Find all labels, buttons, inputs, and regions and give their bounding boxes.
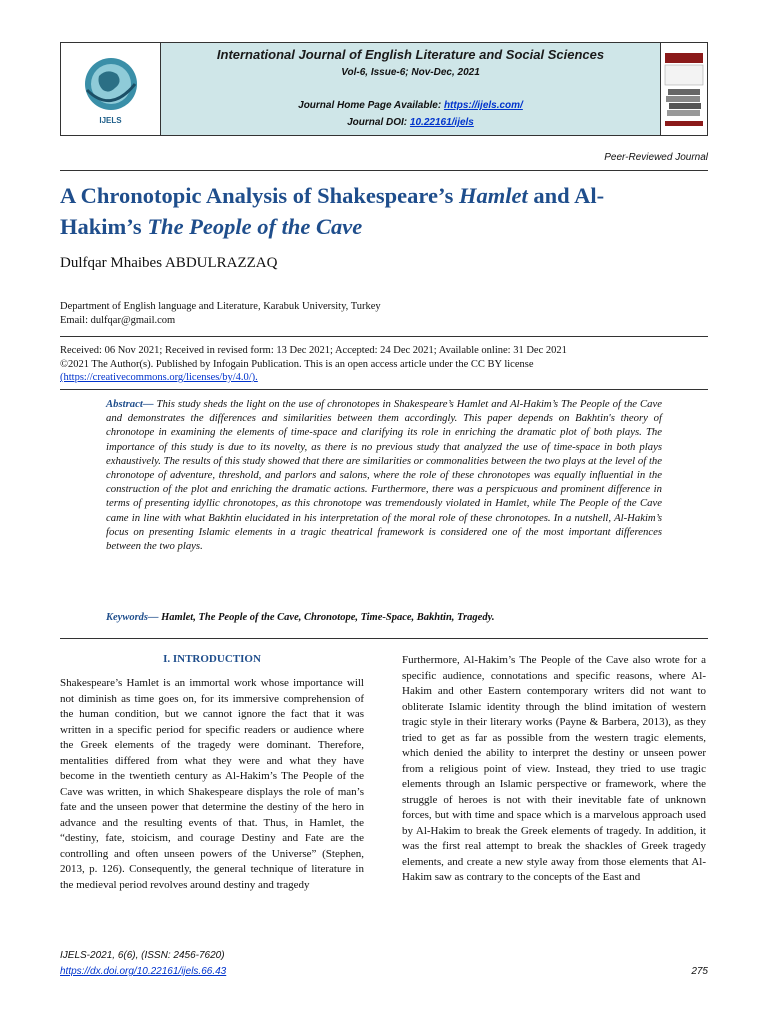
journal-doi-line bbox=[161, 117, 660, 128]
body-column-left: Shakespeare’s Hamlet is an immortal work whose importance will not diminish as time goes on, for its immersive comprehension of the human condition, but we cannot ignore the fact that it was written in a specific period for specific readers or audience where the Greek elements of the tragedy were dominant. Therefore, mentalities differed from what they were and what they have become in the twentieth century as Al-Hakim’s The People of the Cave was written, in which Shakespeare displays the role of man’s fate and the unseen power that determine the destiny of the hero in advance and the resulting events of that. Thus, in Hamlet, the “destiny, fate, stoicism, and courage Destiny and Fate are the controlling and often unseen powers of the Universe” (Stephen, 2013, p. 126). Consequently, the general technique of literature in the medieval period revolves around destiny and tragedy bbox=[60, 677, 364, 891]
journal-info-panel bbox=[161, 43, 661, 135]
peer-reviewed-label: Peer-Reviewed Journal bbox=[604, 152, 708, 163]
license-link[interactable]: (https://creativecommons.org/licenses/by/4.0/). bbox=[60, 372, 258, 383]
body-column-right: Furthermore, Al-Hakim’s The People of the Cave also wrote for a specific audience, connotations and specific reasons, where Al-Hakim and other Eastern contemporary writers did not want to obliterate Islamic identity through the blind imitation of western tragic style in their literary works (Payne & Barbera, 2013), as they tried to get as far as possible from the western tragic elements, which denied the ability to interpret the destiny or unseen power from a religious point of view. Instead, they tried to use tragic elements through an Islamic perspective or framework, where the struggle of heroes is not with their inevitable fate of unknown forces, but with time and space which is a marvelous approach used by Al-Hakim to break the Greek elements of tragedy. In addition, it was the first real attempt to break the shackles of Greek tragedy elements, and create a new style away from those elements that Al-Hakim saw as contrary to the concepts of the East and bbox=[402, 654, 706, 883]
copyright: ©2021 The Author(s). Published by Infogain Publication. This is an open access article under the CC BY license bbox=[60, 358, 534, 370]
globe-logo-icon bbox=[81, 54, 141, 114]
divider bbox=[60, 336, 708, 337]
title-italic-part: The People of the Cave bbox=[147, 214, 363, 239]
received-dates: Received: 06 Nov 2021; Received in revised form: 13 Dec 2021; Accepted: 24 Dec 2021; Available online: 31 Dec 2021 bbox=[60, 345, 567, 356]
keywords-label: Keywords— bbox=[106, 612, 159, 623]
journal-header bbox=[60, 42, 708, 136]
keywords-text: Hamlet, The People of the Cave, Chronotope, Time-Space, Bakhtin, Tragedy. bbox=[158, 612, 495, 623]
title-italic-part: Hamlet bbox=[459, 183, 528, 208]
author-name: Dulfqar Mhaibes ABDULRAZZAQ bbox=[60, 255, 278, 271]
title-part: A Chronotopic Analysis of Shakespeare’s bbox=[60, 183, 460, 208]
title-part: Hakim’s bbox=[60, 214, 148, 239]
journal-title: International Journal of English Literature and Social Sciences bbox=[216, 47, 605, 62]
journal-volume: Vol-6, Issue-6; Nov-Dec, 2021 bbox=[341, 67, 480, 78]
journal-logo bbox=[61, 43, 161, 135]
doi-link[interactable]: 10.22161/ijels bbox=[409, 117, 474, 128]
logo-text: IJELS bbox=[99, 115, 122, 125]
homepage-line bbox=[161, 100, 660, 111]
affiliation: Department of English language and Literature, Karabuk University, Turkey bbox=[60, 301, 381, 312]
footer-doi bbox=[60, 966, 226, 977]
keywords bbox=[106, 612, 494, 623]
abstract-text: This study sheds the light on the use of chronotopes in Shakespeare’s Hamlet and Al-Hakim’s The People of the Cave and demonstrates the differences and similarities between them accordingly. This paper depends on Bakhtin's theory of chronotope in examining the elements of time-space and clarifying its role in enriching the dramatic plot of both plays. The importance of this study is due to its novelty, as there is no previous study that analyzed the use of time-space in both plays exhaustively. The results of this study showed that there are similarities or commonalities between the two plays at the level of the chronotope of adventure, threshold, and parlors and salons, where the role of these chronotopes was equally influential in the construction of the plot and enriching the dramatic actions. Furthermore, there was a perspicuous and prominent difference in terms of presenting idyllic chronotopes, as this chronotope was tremendously violated in Hamlet, while The People of the Cave came in line with what Bakhtin elucidated in his interpretation of the moral role of these chronotopes. In a nutshell, Al-Hakim’s focus on presenting Islamic elements in a tragic theatrical framework is considered one of the most important differences between the two plays. bbox=[106, 398, 662, 553]
footer-citation: IJELS-2021, 6(6), (ISSN: 2456-7620) bbox=[60, 950, 225, 961]
abstract bbox=[106, 397, 662, 553]
divider bbox=[60, 638, 708, 639]
dates-and-license bbox=[60, 344, 710, 385]
doi-label: Journal DOI: bbox=[347, 117, 410, 128]
email: Email: dulfqar@gmail.com bbox=[60, 315, 176, 326]
paper-title bbox=[60, 180, 710, 242]
homepage-link[interactable]: https://ijels.com/ bbox=[443, 100, 523, 111]
abstract-label: Abstract— bbox=[106, 398, 154, 410]
books-cover-icon bbox=[664, 49, 704, 129]
title-part: and Al- bbox=[527, 183, 605, 208]
divider bbox=[60, 389, 708, 390]
journal-cover-image bbox=[661, 43, 707, 135]
divider bbox=[60, 170, 708, 171]
affiliation-block bbox=[60, 300, 381, 328]
homepage-label: Journal Home Page Available: bbox=[298, 100, 444, 111]
section-heading: I. INTRODUCTION bbox=[163, 653, 261, 665]
page-number: 275 bbox=[691, 966, 708, 977]
footer-doi-link[interactable]: https://dx.doi.org/10.22161/ijels.66.43 bbox=[60, 966, 227, 977]
